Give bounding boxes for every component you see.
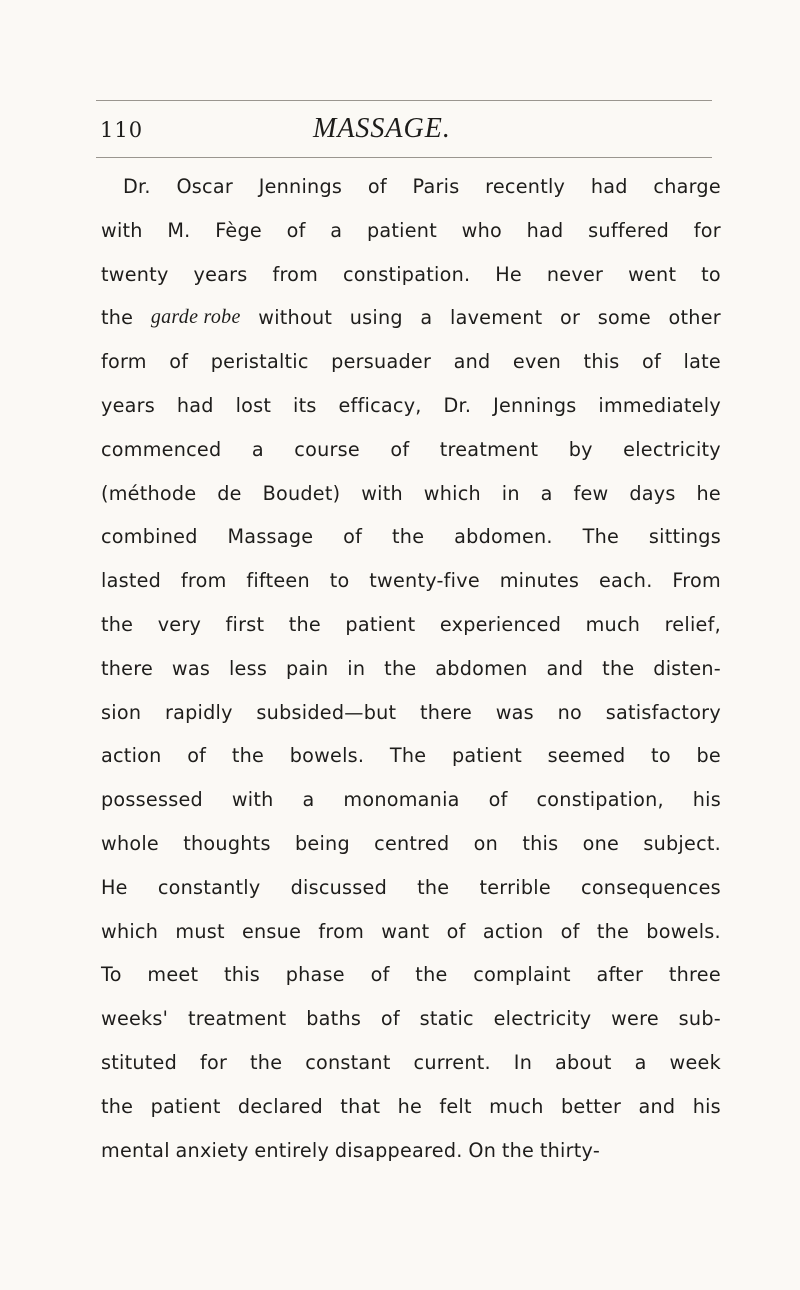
word: each. xyxy=(598,569,653,593)
word: using xyxy=(349,306,403,330)
word: Jennings xyxy=(493,393,577,417)
word: From xyxy=(672,569,721,593)
word: of xyxy=(286,218,306,242)
word: constipation, xyxy=(536,788,664,812)
text-line xyxy=(101,778,721,822)
word: subsided—but xyxy=(256,700,397,724)
word: his xyxy=(692,1094,721,1118)
word: fifteen xyxy=(246,569,310,593)
word: never xyxy=(546,262,604,286)
text-line xyxy=(101,997,721,1041)
word: action xyxy=(482,919,544,943)
word: of xyxy=(367,175,387,198)
text-line xyxy=(101,1085,721,1129)
word: a xyxy=(540,481,553,505)
word: Jennings xyxy=(258,175,343,198)
word: commenced xyxy=(101,437,222,461)
word: week xyxy=(669,1050,721,1074)
word: who xyxy=(461,218,502,242)
word: the xyxy=(417,875,450,899)
word: with xyxy=(361,481,403,505)
word: constant xyxy=(305,1050,391,1074)
word: thoughts xyxy=(183,831,271,855)
text-line xyxy=(101,472,721,516)
word: constipation. xyxy=(343,262,471,286)
word: was xyxy=(171,656,211,680)
word: on xyxy=(473,831,499,855)
word: Boudet) xyxy=(262,481,341,505)
word: form xyxy=(101,350,147,374)
text-line xyxy=(101,253,721,297)
word: peristaltic xyxy=(210,350,309,374)
word: or xyxy=(560,306,581,330)
text-line xyxy=(101,384,721,428)
text-line xyxy=(101,1041,721,1085)
word: a xyxy=(420,306,433,330)
word: de xyxy=(217,481,242,505)
text-line xyxy=(101,559,721,603)
word: monomania xyxy=(343,788,460,812)
word: The xyxy=(582,525,620,549)
word: want xyxy=(381,919,430,943)
word: felt xyxy=(439,1094,472,1118)
word: bowels. xyxy=(646,919,721,943)
word: there xyxy=(101,656,154,680)
word: To xyxy=(101,963,122,987)
word: of xyxy=(187,744,207,768)
word: satisfactory xyxy=(605,700,721,724)
word: The xyxy=(389,744,427,768)
text-line xyxy=(101,296,721,340)
word: entirely xyxy=(254,1138,330,1162)
word: of xyxy=(380,1007,400,1031)
word: treatment xyxy=(187,1007,287,1031)
word: and xyxy=(638,1094,676,1118)
text-line xyxy=(101,165,721,209)
word: of xyxy=(390,437,410,461)
word: possessed xyxy=(101,788,203,812)
word: whole xyxy=(101,831,159,855)
word: were xyxy=(611,1007,659,1031)
text-line xyxy=(101,1129,721,1173)
word: suffered xyxy=(588,218,670,242)
word: there xyxy=(420,700,473,724)
word: after xyxy=(596,963,644,987)
word: twenty-five xyxy=(369,569,480,593)
word: had xyxy=(176,393,214,417)
word: a xyxy=(251,437,264,461)
text-line xyxy=(101,647,721,691)
word: the xyxy=(101,306,134,330)
word: the xyxy=(501,1138,535,1162)
word: complaint xyxy=(473,963,571,987)
word: He xyxy=(495,262,522,286)
word: for xyxy=(693,218,721,242)
word: no xyxy=(557,700,583,724)
word: the xyxy=(384,656,417,680)
word: of xyxy=(642,350,662,374)
word: a xyxy=(330,218,343,242)
word: efficacy, xyxy=(338,393,422,417)
word: other xyxy=(668,306,721,330)
word: went xyxy=(628,262,677,286)
word: M. xyxy=(167,218,191,242)
word: to xyxy=(701,262,721,286)
word: electricity xyxy=(493,1007,592,1031)
word: the xyxy=(101,1094,134,1118)
word: declared xyxy=(237,1094,323,1118)
running-head: MASSAGE. xyxy=(313,113,451,144)
word: lasted xyxy=(101,569,162,593)
word: be xyxy=(696,744,721,768)
word: terrible xyxy=(479,875,551,899)
word: to xyxy=(651,744,671,768)
word: In xyxy=(513,1050,533,1074)
word: Massage xyxy=(227,525,314,549)
word: its xyxy=(293,393,317,417)
word: in xyxy=(501,481,520,505)
word: and xyxy=(453,350,491,374)
word: in xyxy=(347,656,366,680)
word: meet xyxy=(147,963,199,987)
text-line xyxy=(101,953,721,997)
page-number: 110 xyxy=(100,118,144,142)
word: of xyxy=(343,525,363,549)
text-line xyxy=(101,209,721,253)
word: and xyxy=(546,656,584,680)
word: static xyxy=(419,1007,474,1031)
text-line xyxy=(101,515,721,559)
word: abdomen. xyxy=(454,525,553,549)
word: He xyxy=(101,875,128,899)
word: charge xyxy=(653,175,721,198)
word: few xyxy=(573,481,609,505)
word: was xyxy=(495,700,534,724)
word: being xyxy=(294,831,350,855)
word: the xyxy=(288,612,321,636)
word: Dr. xyxy=(443,393,472,417)
word: even xyxy=(512,350,562,374)
word: some xyxy=(597,306,651,330)
word: with xyxy=(231,788,274,812)
word: of xyxy=(370,963,390,987)
text-line xyxy=(101,340,721,384)
word: this xyxy=(522,831,559,855)
body-paragraph xyxy=(101,165,721,1172)
word: current. xyxy=(413,1050,491,1074)
word: relief, xyxy=(664,612,721,636)
text-line xyxy=(101,866,721,910)
word: Paris xyxy=(412,175,460,198)
word: first xyxy=(225,612,265,636)
word: discussed xyxy=(290,875,388,899)
word: from xyxy=(272,262,319,286)
word: of xyxy=(169,350,189,374)
word: the xyxy=(415,963,448,987)
word: patient xyxy=(345,612,416,636)
text-line xyxy=(101,691,721,735)
text-line xyxy=(101,428,721,472)
word: this xyxy=(583,350,620,374)
word: which xyxy=(423,481,481,505)
text-line xyxy=(101,734,721,778)
word: about xyxy=(555,1050,612,1074)
word: thirty- xyxy=(539,1138,600,1162)
word: disten- xyxy=(653,656,721,680)
word: sion xyxy=(101,700,142,724)
word: lost xyxy=(235,393,272,417)
word: (méthode xyxy=(101,481,197,505)
word: electricity xyxy=(623,437,721,461)
word: course xyxy=(294,437,360,461)
word: the xyxy=(596,919,630,943)
word: patient xyxy=(150,1094,221,1118)
word: less xyxy=(228,656,268,680)
word: he xyxy=(397,1094,423,1118)
word: abdomen xyxy=(435,656,528,680)
word: phase xyxy=(285,963,345,987)
word: with xyxy=(101,218,143,242)
word: by xyxy=(568,437,593,461)
word: Oscar xyxy=(176,175,233,198)
word: experienced xyxy=(439,612,562,636)
word: lavement xyxy=(449,306,543,330)
header-bottom-rule xyxy=(96,157,712,158)
word: much xyxy=(489,1094,544,1118)
word: to xyxy=(329,569,350,593)
word: must xyxy=(175,919,225,943)
word: the xyxy=(392,525,425,549)
word: patient xyxy=(366,218,437,242)
text-line xyxy=(101,603,721,647)
word: sub- xyxy=(678,1007,721,1031)
word: much xyxy=(585,612,641,636)
word: from xyxy=(318,919,365,943)
text-line xyxy=(101,822,721,866)
word: the xyxy=(231,744,265,768)
word: ensue xyxy=(241,919,302,943)
word: he xyxy=(696,481,721,505)
word: mental xyxy=(101,1138,170,1162)
word: better xyxy=(560,1094,622,1118)
word: of xyxy=(560,919,580,943)
text-line xyxy=(101,910,721,954)
word: of xyxy=(488,788,508,812)
word: seemed xyxy=(547,744,626,768)
word: years xyxy=(101,393,156,417)
word: one xyxy=(582,831,620,855)
word: very xyxy=(157,612,202,636)
word: bowels. xyxy=(289,744,365,768)
word: centred xyxy=(374,831,450,855)
word: Fège xyxy=(215,218,262,242)
word: disappeared. xyxy=(334,1138,463,1162)
word: recently xyxy=(485,175,566,198)
word: the xyxy=(250,1050,283,1074)
word: this xyxy=(223,963,260,987)
word: immediately xyxy=(598,393,721,417)
word: persuader xyxy=(331,350,432,374)
word: twenty xyxy=(101,262,169,286)
word: that xyxy=(340,1094,381,1118)
word: consequences xyxy=(581,875,721,899)
word: without xyxy=(258,306,333,330)
word: the xyxy=(602,656,635,680)
word: On xyxy=(468,1138,497,1162)
word: had xyxy=(590,175,628,198)
word: which xyxy=(101,919,159,943)
word: action xyxy=(101,744,162,768)
word: Dr. xyxy=(123,175,151,198)
word: pain xyxy=(285,656,329,680)
word: subject. xyxy=(643,831,721,855)
word: sittings xyxy=(648,525,721,549)
word: stituted xyxy=(101,1050,178,1074)
word: the xyxy=(101,612,134,636)
word: years xyxy=(193,262,248,286)
word: a xyxy=(634,1050,647,1074)
header-top-rule xyxy=(96,100,712,101)
word: patient xyxy=(451,744,522,768)
word: from xyxy=(180,569,227,593)
word: combined xyxy=(101,525,198,549)
word: rapidly xyxy=(164,700,233,724)
word: had xyxy=(526,218,564,242)
word: of xyxy=(446,919,466,943)
word: anxiety xyxy=(175,1138,249,1162)
word: a xyxy=(302,788,315,812)
italic-phrase: garde robe xyxy=(150,306,241,329)
word: baths xyxy=(306,1007,362,1031)
word: for xyxy=(199,1050,228,1074)
word: treatment xyxy=(439,437,539,461)
word: three xyxy=(668,963,721,987)
word: late xyxy=(683,350,721,374)
word: his xyxy=(692,788,721,812)
word: days xyxy=(629,481,676,505)
word: minutes xyxy=(499,569,580,593)
word: weeks' xyxy=(101,1007,169,1031)
word: constantly xyxy=(157,875,261,899)
